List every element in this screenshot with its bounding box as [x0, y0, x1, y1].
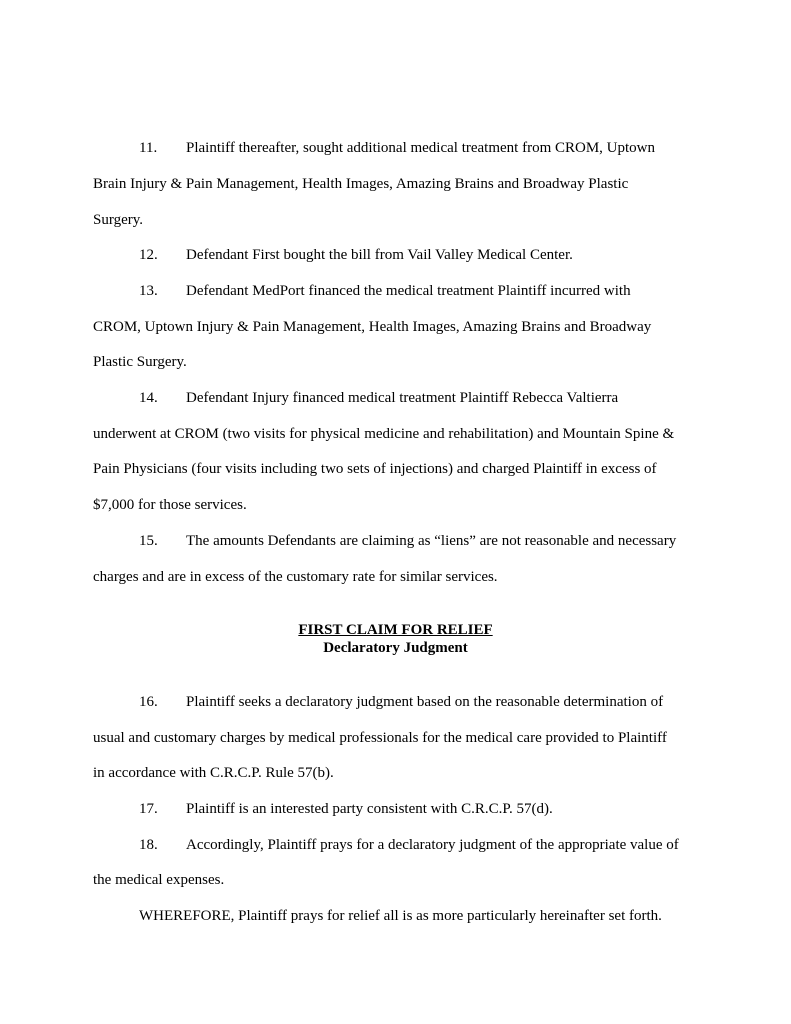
paragraph-number: 17. — [139, 801, 158, 817]
paragraph-line: Surgery. — [93, 212, 143, 228]
closing-statement: WHEREFORE, Plaintiff prays for relief all is as more particularly hereinafter set forth. — [139, 908, 662, 924]
paragraph-line: charges and are in excess of the customary rate for similar services. — [93, 569, 498, 585]
paragraph-line: Plaintiff seeks a declaratory judgment based on the reasonable determination of — [186, 694, 664, 710]
paragraph-number: 12. — [139, 247, 158, 263]
paragraph-line: Plaintiff is an interested party consistent with C.R.C.P. 57(d). — [186, 801, 553, 817]
paragraph-number: 14. — [139, 390, 158, 406]
paragraph-number: 15. — [139, 533, 158, 549]
paragraph-line: Defendant MedPort financed the medical treatment Plaintiff incurred with — [186, 283, 631, 299]
paragraph-line: $7,000 for those services. — [93, 497, 247, 513]
paragraph-line: the medical expenses. — [93, 872, 225, 888]
paragraph-number: 11. — [139, 140, 158, 156]
paragraph-line: CROM, Uptown Injury & Pain Management, Health Images, Amazing Brains and Broadway — [93, 319, 652, 335]
paragraph-number: 13. — [139, 283, 158, 299]
paragraph-line: Accordingly, Plaintiff prays for a declaratory judgment of the appropriate value of — [186, 837, 679, 853]
section-title: FIRST CLAIM FOR RELIEF — [298, 622, 493, 638]
paragraph-line: Defendant First bought the bill from Vail Valley Medical Center. — [186, 247, 573, 263]
paragraph-line: usual and customary charges by medical professionals for the medical care provided to Plaintiff — [93, 730, 667, 746]
paragraph-line: Defendant Injury financed medical treatment Plaintiff Rebecca Valtierra — [186, 390, 619, 406]
paragraph-line: underwent at CROM (two visits for physical medicine and rehabilitation) and Mountain Spine & — [93, 426, 675, 442]
paragraph-line: Brain Injury & Pain Management, Health Images, Amazing Brains and Broadway Plastic — [93, 176, 629, 192]
paragraph-number: 18. — [139, 837, 158, 853]
paragraph-line: Plaintiff thereafter, sought additional medical treatment from CROM, Uptown — [186, 140, 656, 156]
paragraph-line: in accordance with C.R.C.P. Rule 57(b). — [93, 765, 334, 781]
section-subtitle: Declaratory Judgment — [323, 640, 468, 656]
paragraph-line: Pain Physicians (four visits including two sets of injections) and charged Plaintiff in excess of — [93, 461, 657, 477]
paragraph-line: Plastic Surgery. — [93, 354, 187, 370]
paragraph-line: The amounts Defendants are claiming as “liens” are not reasonable and necessary — [186, 533, 677, 549]
paragraph-number: 16. — [139, 694, 158, 710]
